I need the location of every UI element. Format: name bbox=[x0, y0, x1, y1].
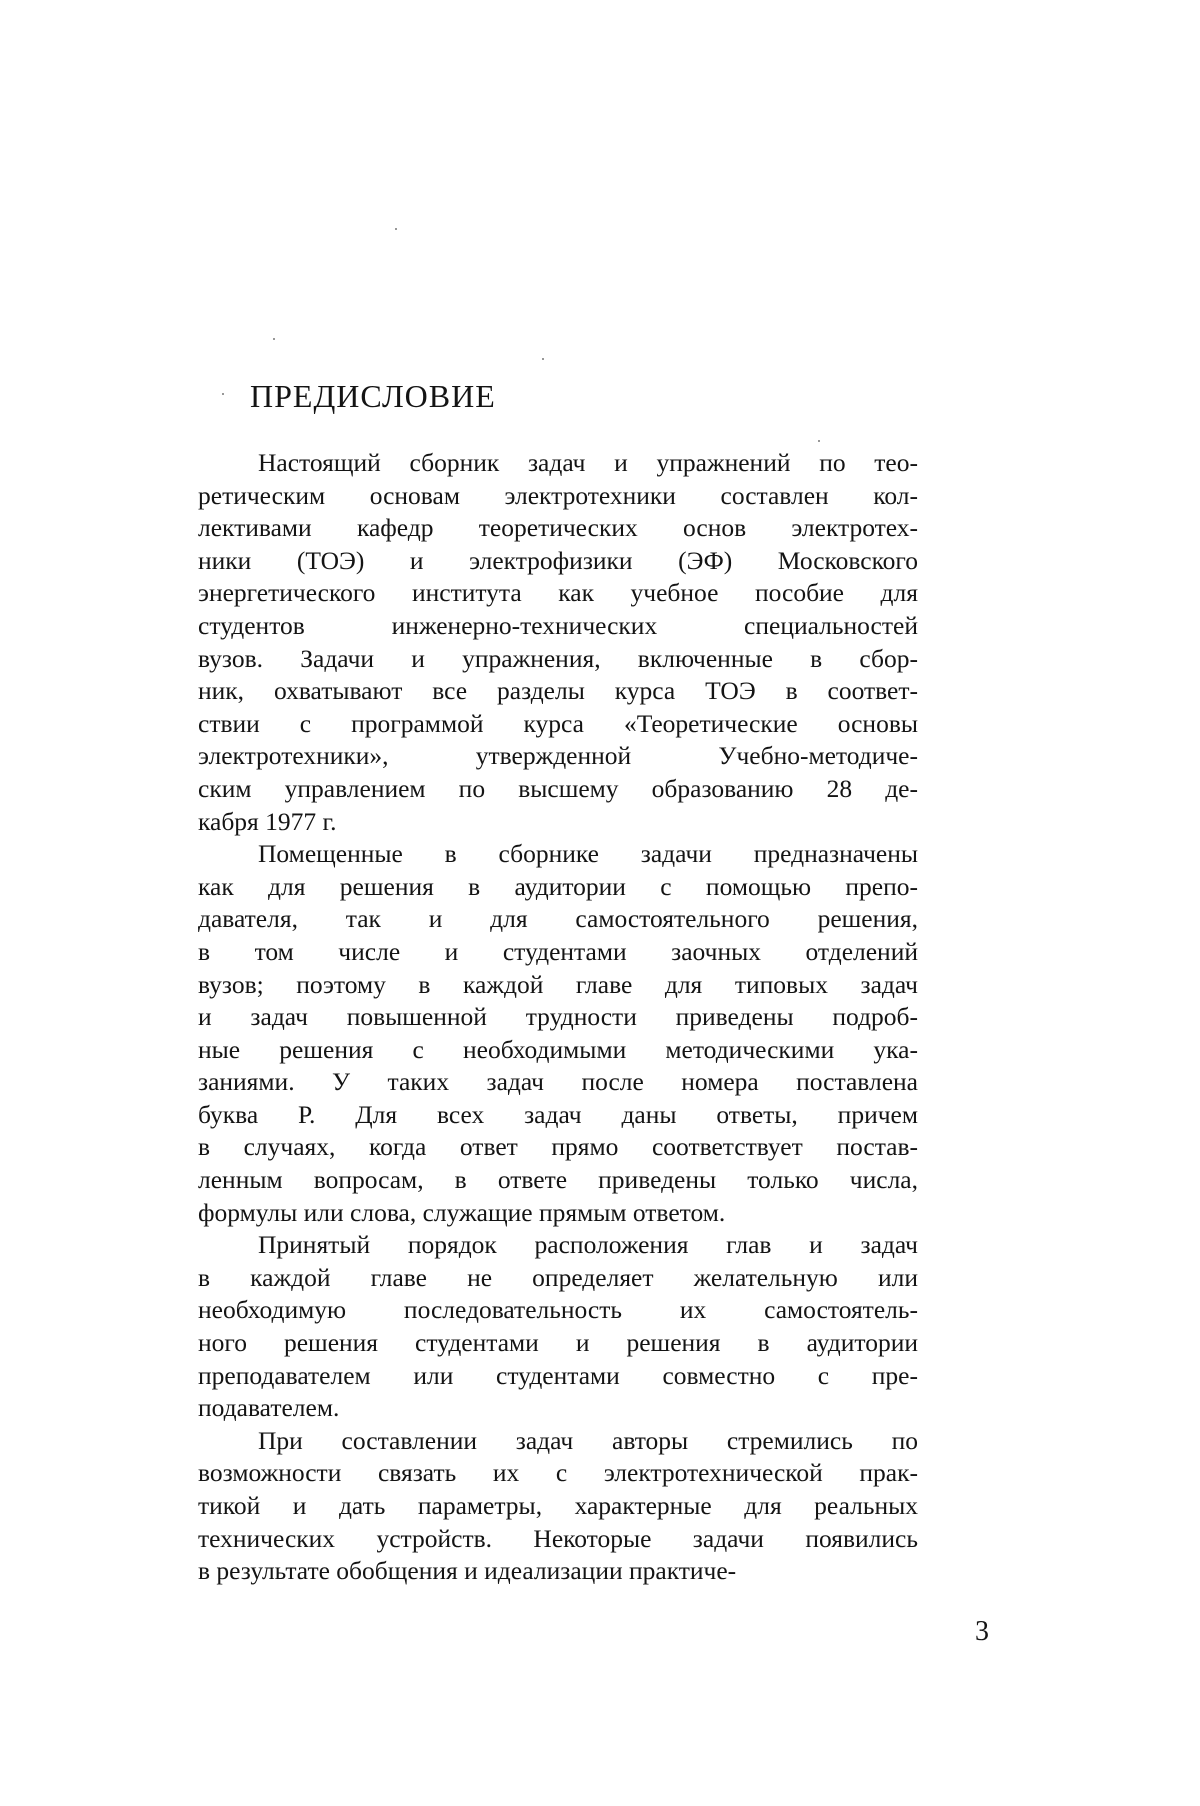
text-line: ник, охватывают все разделы курса ТОЭ в соответ- bbox=[198, 675, 918, 708]
text-line: тикой и дать параметры, характерные для реальных bbox=[198, 1490, 918, 1523]
text-line: ленным вопросам, в ответе приведены только числа, bbox=[198, 1164, 918, 1197]
text-line: как для решения в аудитории с помощью препо- bbox=[198, 871, 918, 904]
text-line: студентов инженерно-технических специальностей bbox=[198, 610, 918, 643]
paragraph bbox=[198, 1229, 918, 1425]
text-line: Помещенные в сборнике задачи предназначены bbox=[198, 838, 918, 871]
text-line: ные решения с необходимыми методическими ука- bbox=[198, 1034, 918, 1067]
text-line: необходимую последовательность их самостоятель- bbox=[198, 1294, 918, 1327]
text-line: ники (ТОЭ) и электрофизики (ЭФ) Московского bbox=[198, 545, 918, 578]
text-line: ретическим основам электротехники составлен кол- bbox=[198, 480, 918, 513]
text-line: Настоящий сборник задач и упражнений по тео- bbox=[198, 447, 918, 480]
scan-speck bbox=[818, 440, 820, 442]
text-line: формулы или слова, служащие прямым ответом. bbox=[198, 1197, 918, 1230]
text-line: в том числе и студентами заочных отделений bbox=[198, 936, 918, 969]
scan-speck bbox=[542, 358, 544, 360]
text-line: Принятый порядок расположения глав и задач bbox=[198, 1229, 918, 1262]
preface-text bbox=[198, 447, 918, 1588]
text-line: в случаях, когда ответ прямо соответствует постав- bbox=[198, 1131, 918, 1164]
text-line: вузов. Задачи и упражнения, включенные в сбор- bbox=[198, 643, 918, 676]
scan-speck bbox=[273, 338, 275, 340]
book-page bbox=[0, 0, 1200, 1806]
page-title: ПРЕДИСЛОВИЕ bbox=[250, 378, 496, 415]
text-line: подавателем. bbox=[198, 1392, 918, 1425]
text-line: давателя, так и для самостоятельного решения, bbox=[198, 903, 918, 936]
page-number: 3 bbox=[975, 1618, 989, 1646]
paragraph bbox=[198, 838, 918, 1229]
text-line: заниями. У таких задач после номера поставлена bbox=[198, 1066, 918, 1099]
text-line: буква Р. Для всех задач даны ответы, причем bbox=[198, 1099, 918, 1132]
text-line: преподавателем или студентами совместно с пре- bbox=[198, 1360, 918, 1393]
text-line: кабря 1977 г. bbox=[198, 806, 918, 839]
text-line: энергетического института как учебное пособие для bbox=[198, 577, 918, 610]
paragraph bbox=[198, 1425, 918, 1588]
text-line: вузов; поэтому в каждой главе для типовых задач bbox=[198, 969, 918, 1002]
text-line: При составлении задач авторы стремились по bbox=[198, 1425, 918, 1458]
text-line: в каждой главе не определяет желательную или bbox=[198, 1262, 918, 1295]
scan-speck bbox=[395, 228, 397, 230]
text-line: в результате обобщения и идеализации практиче- bbox=[198, 1555, 918, 1588]
text-line: лективами кафедр теоретических основ электротех- bbox=[198, 512, 918, 545]
scan-speck bbox=[222, 393, 224, 395]
text-line: ским управлением по высшему образованию 28 де- bbox=[198, 773, 918, 806]
text-line: возможности связать их с электротехнической прак- bbox=[198, 1457, 918, 1490]
text-line: электротехники», утвержденной Учебно-методиче- bbox=[198, 740, 918, 773]
text-line: технических устройств. Некоторые задачи появились bbox=[198, 1523, 918, 1556]
text-line: и задач повышенной трудности приведены подроб- bbox=[198, 1001, 918, 1034]
paragraph bbox=[198, 447, 918, 838]
text-line: ствии с программой курса «Теоретические основы bbox=[198, 708, 918, 741]
text-line: ного решения студентами и решения в аудитории bbox=[198, 1327, 918, 1360]
